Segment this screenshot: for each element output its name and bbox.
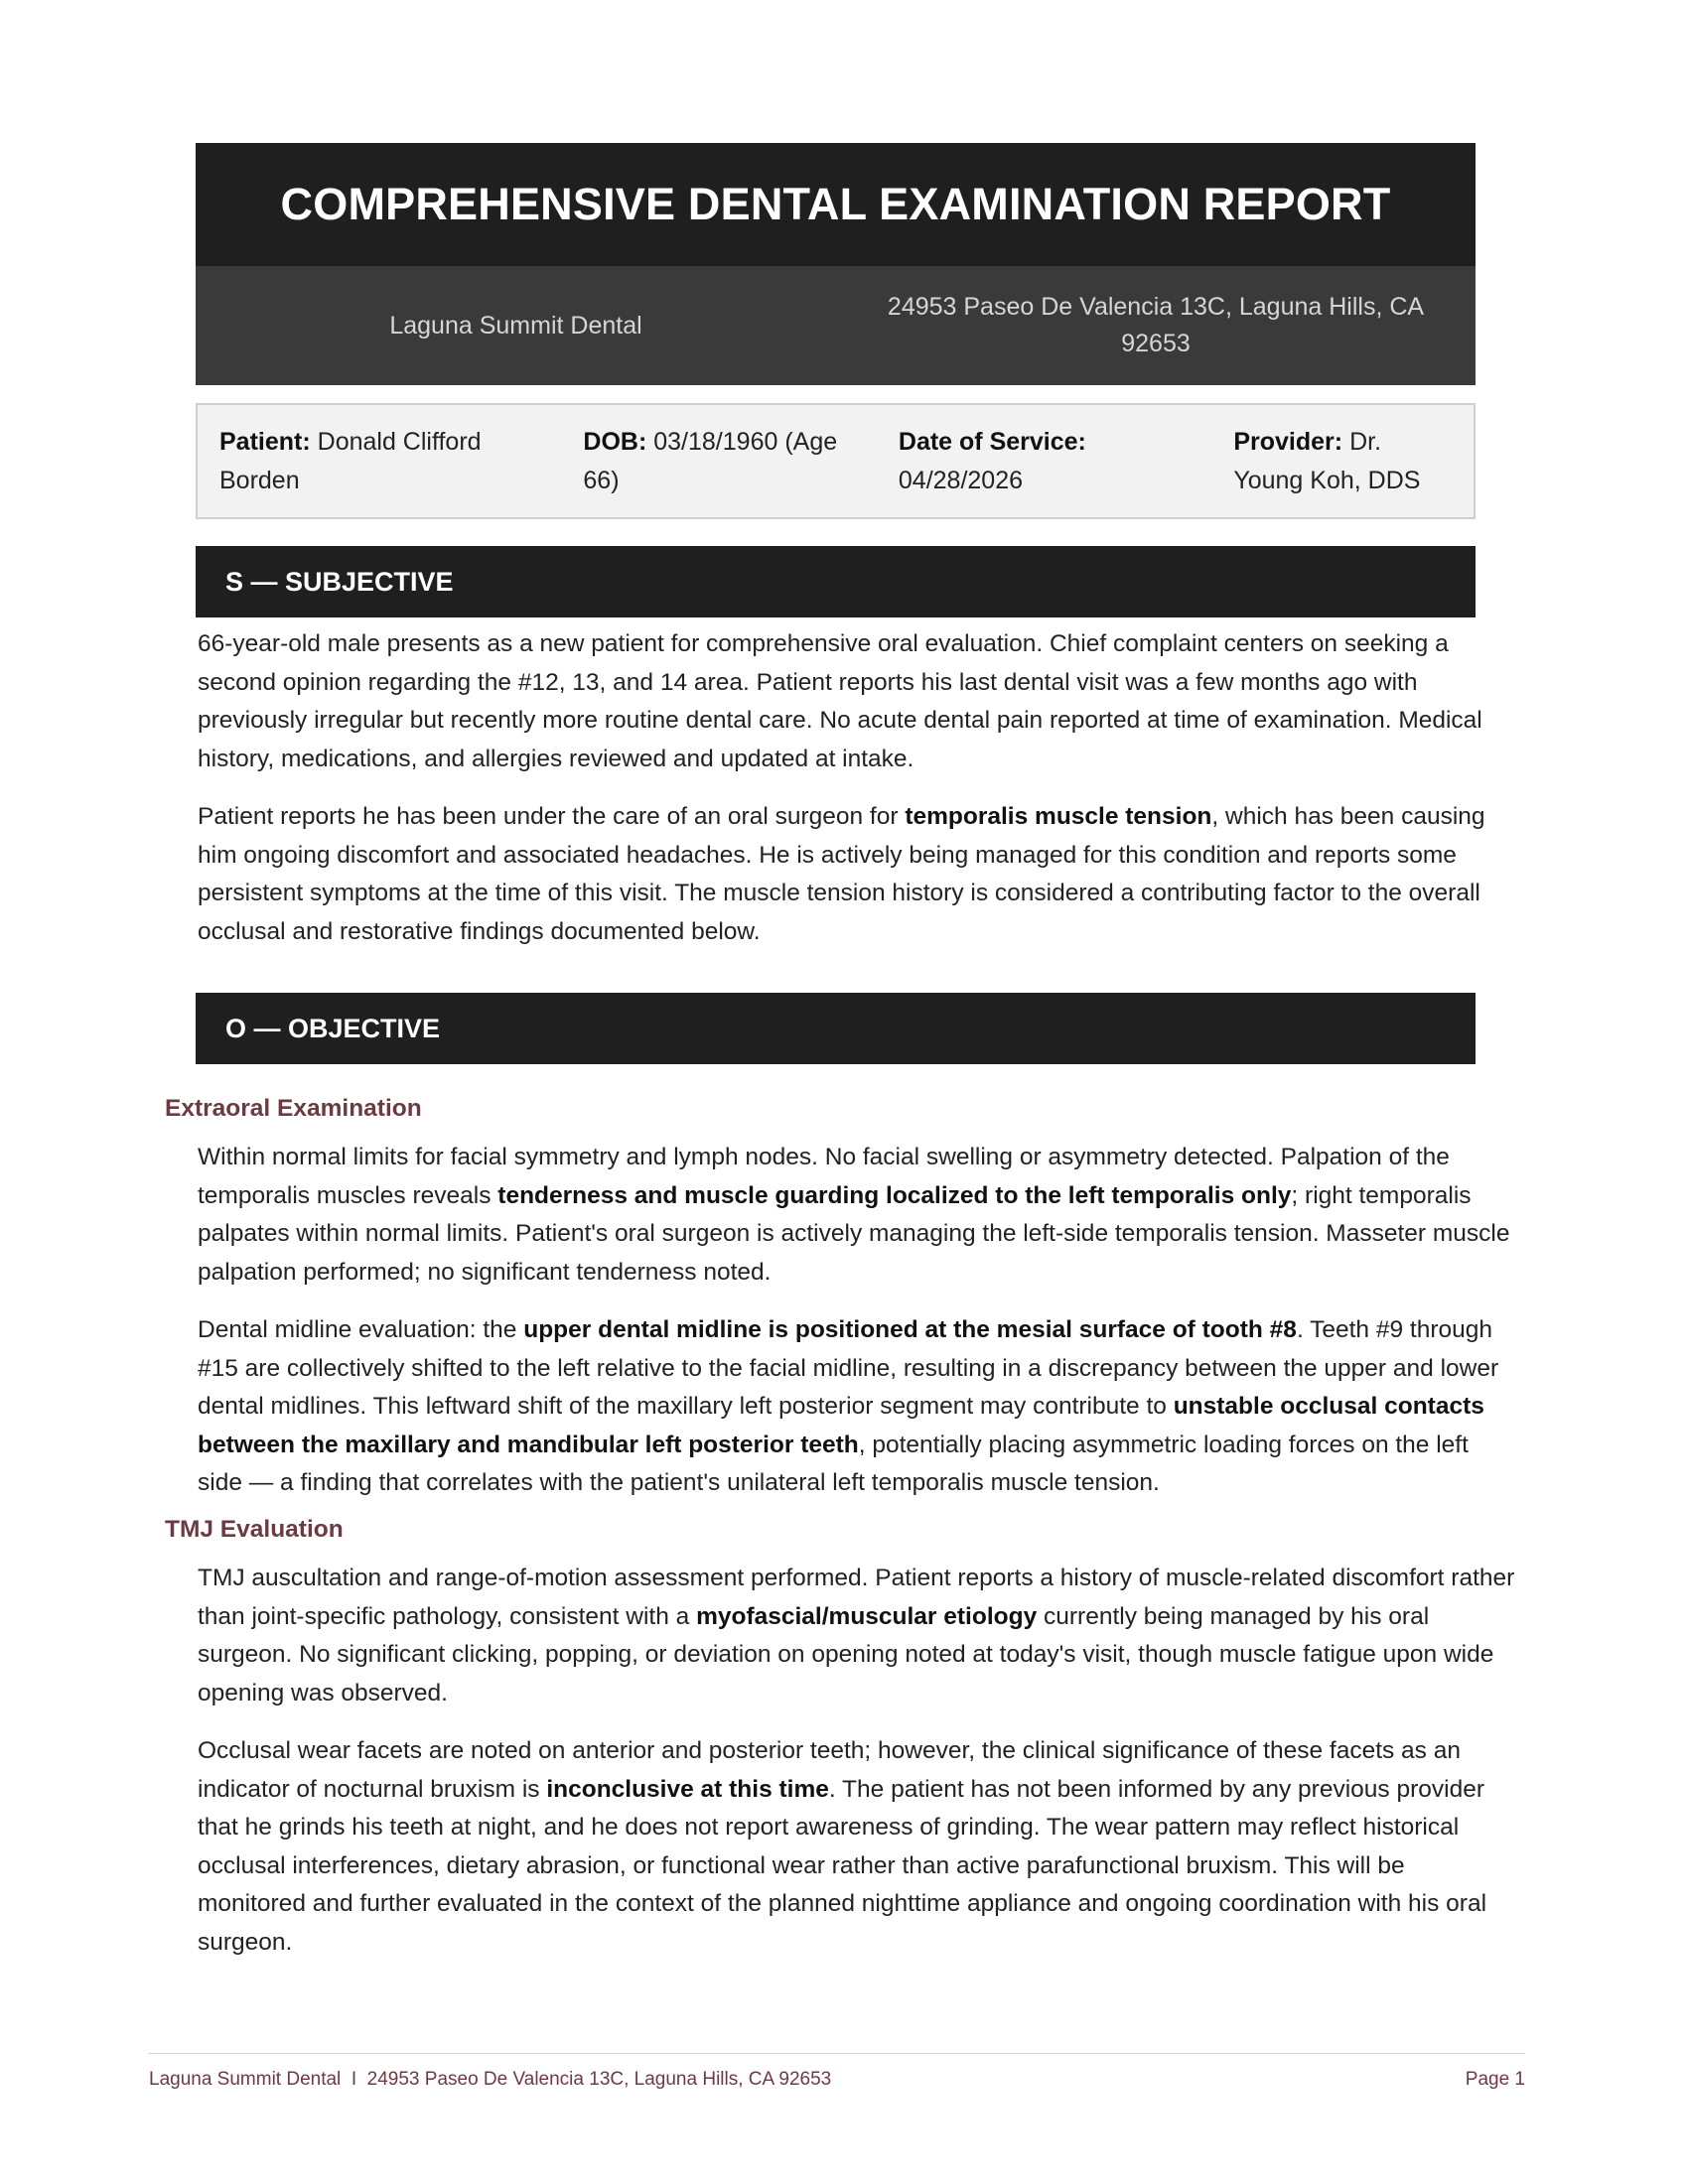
dos-value: 04/28/2026 bbox=[898, 467, 1024, 494]
patient-name: Donald Clifford Borden bbox=[219, 428, 482, 494]
tmj-paragraph-1: TMJ auscultation and range-of-motion assessment performed. Patient reports a history of muscle-related discomfort rather than joint-specific pathology, consistent with a myofascial/muscular etiology currently being managed by his oral surgeon. No significant clicking, popping, or deviation on opening noted at today's visit, though muscle fatigue upon wide opening was observed. bbox=[198, 1565, 1515, 1706]
emphasis-text: unstable occlusal contacts between the maxillary and mandibular left posterior teeth bbox=[198, 1393, 1484, 1458]
dos-label: Date of Service: bbox=[898, 428, 1086, 456]
emphasis-text: upper dental midline is positioned at the mesial surface of tooth #8 bbox=[523, 1316, 1297, 1343]
patient-info-box bbox=[196, 403, 1476, 519]
footer-practice-info: Laguna Summit Dental I 24953 Paseo De Valencia 13C, Laguna Hills, CA 92653 bbox=[149, 2069, 832, 2090]
dob-field bbox=[583, 423, 898, 517]
dob-value: 03/18/1960 (Age 66) bbox=[583, 428, 838, 494]
emphasis-text: inconclusive at this time bbox=[546, 1775, 829, 1803]
provider-label: Provider: bbox=[1233, 428, 1343, 456]
objective-heading: O — OBJECTIVE bbox=[196, 993, 1476, 1064]
page-number: Page 1 bbox=[1465, 2069, 1525, 2090]
provider-value: Dr. Young Koh, DDS bbox=[1233, 428, 1421, 494]
subjective-paragraph-2: Patient reports he has been under the care of an oral surgeon for temporalis muscle tension, which has been causing him ongoing discomfort and associated headaches. He is actively being managed for this condition and reports some persistent symptoms at the time of this visit. The muscle tension history is considered a contributing factor to the overall occlusal and restorative findings documented below. bbox=[198, 803, 1485, 945]
practice-info bbox=[196, 266, 1476, 385]
patient-name-field bbox=[219, 423, 583, 517]
footer-divider bbox=[149, 2053, 1525, 2054]
report-header bbox=[196, 143, 1476, 385]
subjective-paragraph-1: 66-year-old male presents as a new patient for comprehensive oral evaluation. Chief complaint centers on seeking a second opinion regarding the #12, 13, and 14 area. Patient reports his last dental visit was a few months ago with previously irregular but recently more routine dental care. No acute dental pain reported at time of examination. Medical history, medications, and allergies reviewed and updated at intake. bbox=[198, 630, 1482, 772]
emphasis-text: myofascial/muscular etiology bbox=[696, 1602, 1038, 1630]
practice-address: 24953 Paseo De Valencia 13C, Laguna Hills, CA 92653 bbox=[887, 293, 1425, 357]
emphasis-text: temporalis muscle tension bbox=[905, 803, 1212, 830]
practice-name: Laguna Summit Dental bbox=[389, 311, 642, 340]
provider-field bbox=[1233, 423, 1452, 517]
extraoral-paragraph-2: Dental midline evaluation: the upper dental midline is positioned at the mesial surface of tooth #8. Teeth #9 through #15 are collectively shifted to the left relative to the facial midline, resulting in a discrepancy between the upper and lower dental midlines. This leftward shift of the maxillary left posterior segment may contribute to unstable occlusal contacts between the maxillary and mandibular left posterior teeth, potentially placing asymmetric loading forces on the left side — a finding that correlates with the patient's unilateral left temporalis muscle tension. bbox=[198, 1316, 1499, 1497]
emphasis-text: tenderness and muscle guarding localized to the left temporalis only bbox=[497, 1181, 1292, 1209]
tmj-heading: TMJ Evaluation bbox=[165, 1516, 344, 1543]
tmj-paragraph-2: Occlusal wear facets are noted on anterior and posterior teeth; however, the clinical significance of these facets as an indicator of nocturnal bruxism is inconclusive at this time. The patient has not been informed by any previous provider that he grinds his teeth at night, and he does not report awareness of grinding. The wear pattern may reflect historical occlusal interferences, dietary abrasion, or functional wear rather than active parafunctional bruxism. This will be monitored and further evaluated in the context of the planned nighttime appliance and ongoing coordination with his oral surgeon. bbox=[198, 1737, 1487, 1956]
date-of-service-field bbox=[899, 423, 1233, 517]
patient-label: Patient: bbox=[219, 428, 311, 456]
extraoral-paragraph-1: Within normal limits for facial symmetry and lymph nodes. No facial swelling or asymmetry detected. Palpation of the temporalis muscles reveals tenderness and muscle guarding localized to the left temporalis only; right temporalis palpates within normal limits. Patient's oral surgeon is actively managing the left-side temporalis tension. Masseter muscle palpation performed; no significant tenderness noted. bbox=[198, 1144, 1510, 1286]
dob-label: DOB: bbox=[583, 428, 647, 456]
subjective-heading: S — SUBJECTIVE bbox=[196, 546, 1476, 617]
report-title: COMPREHENSIVE DENTAL EXAMINATION REPORT bbox=[196, 143, 1476, 266]
extraoral-heading: Extraoral Examination bbox=[165, 1095, 422, 1122]
